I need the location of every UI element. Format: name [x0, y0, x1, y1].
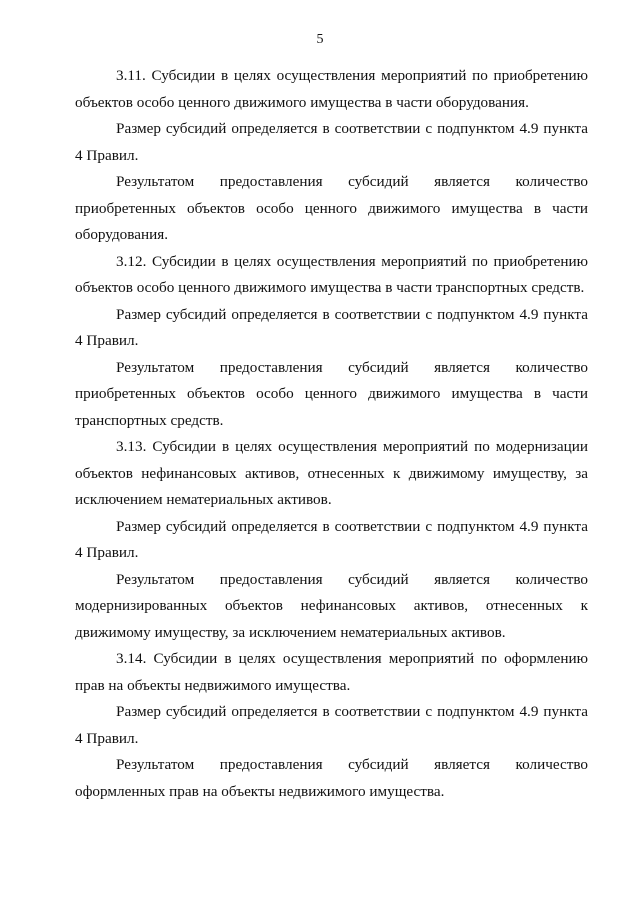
paragraph-size-3-13: Размер субсидий определяется в соответствии с подпунктом 4.9 пункта 4 Правил. [75, 517, 588, 561]
paragraph-3-13: 3.13. Субсидии в целях осуществления мероприятий по модернизации объектов нефинансовых активов, отнесенных к движимому имуществу, за исключением нематериальных активов. [75, 438, 588, 508]
paragraph-result-3-11: Результатом предоставления субсидий является количество приобретенных объектов особо ценного движимого имущества в части оборудования. [75, 173, 588, 243]
paragraph-3-11: 3.11. Субсидии в целях осуществления мероприятий по приобретению объектов особо ценного движимого имущества в части оборудования. [75, 67, 588, 111]
paragraph-3-14: 3.14. Субсидии в целях осуществления мероприятий по оформлению прав на объекты недвижимого имущества. [75, 650, 588, 694]
paragraph-size-3-11: Размер субсидий определяется в соответствии с подпунктом 4.9 пункта 4 Правил. [75, 120, 588, 164]
document-body [75, 63, 588, 805]
paragraph-size-3-14: Размер субсидий определяется в соответствии с подпунктом 4.9 пункта 4 Правил. [75, 703, 588, 747]
paragraph-result-3-13: Результатом предоставления субсидий является количество модернизированных объектов нефинансовых активов, отнесенных к движимому имуществу, за исключением нематериальных активов. [75, 570, 588, 641]
paragraph-size-3-12: Размер субсидий определяется в соответствии с подпунктом 4.9 пункта 4 Правил. [75, 305, 588, 349]
page-number: 5 [316, 32, 324, 47]
paragraph-3-12: 3.12. Субсидии в целях осуществления мероприятий по приобретению объектов особо ценного движимого имущества в части транспортных средств. [75, 252, 588, 296]
paragraph-result-3-12: Результатом предоставления субсидий является количество приобретенных объектов особо ценного движимого имущества в части транспортных средств. [75, 358, 588, 429]
paragraph-result-3-14: Результатом предоставления субсидий является количество оформленных прав на объекты недвижимого имущества. [75, 756, 588, 800]
